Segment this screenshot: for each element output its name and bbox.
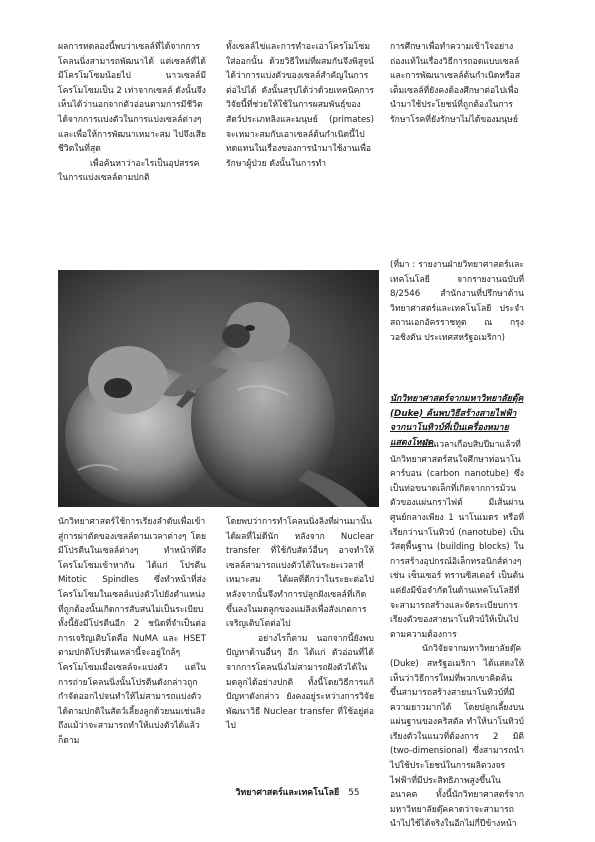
page-number: 55 (348, 788, 360, 798)
column-1-bottom-paragraph-1: นักวิทยาศาสตร์ใช้การเรียงลำดับเพื่อเข้าสู่การผ่าตัดของเซลล์ตามเวลาต่างๆ โดยมีโปรตีนในเซลล์ต่างๆ ทำหน้าที่ดึงโครโมโซมเข้าหากัน ได้แก่ โปรตีน Mitotic Spindles ซึ่งทำหน้าที่ส่งโครโมโซมในเซลล์แบ่งตัวไปยังตำแหน่งที่ถูกต้องนั้นเกิดการสับสนไม่เป็นระเบียบ ทั้งนี้ยังมีโปรตีนอีก 2 ชนิดที่จำเป็นต่อการเจริญเติบโตคือ NuMA และ HSET ตามปกติโปรตีนเหล่านี้จะอยู่ใกล้ๆ โครโมโซมเมื่อเซลล์จะแบ่งตัว แต่ในการถ่ายโคลนนิ่งนั้นโปรตีนดังกล่าวถูกกำจัดออกไปจนทำให้ไม่สามารถแบ่งตัวได้ตามปกติในสัตว์เลี้ยงลูกด้วยนมเช่นลิงถึงแม้ว่าจะสามารถทำให้แบ่งตัวได้แล้วก็ตาม (58, 517, 206, 746)
column-2-bottom (226, 515, 374, 773)
magazine-title: วิทยาศาสตร์และเทคโนโลยี (235, 788, 340, 798)
source-caption: (ที่มา : รายงานฝ่ายวิทยาศาสตร์และเทคโนโลยี จากรายงานฉบับที่ 8/2546 สำนักงานที่ปรึกษาด้านวิทยาศาสตร์และเทคโนโลยี ประจำสถานเอกอัครราชทูต ณ กรุงวอชิงตัน ประเทศสหรัฐอเมริกา) (390, 260, 524, 343)
column-1-top (58, 40, 206, 260)
column-2-top (226, 40, 374, 260)
article-subheading: นักวิทยาศาสตร์จากมหาวิทยาลัยดุ๊ค (Duke) ค้นพบวิธีสร้างสายไฟฟ้าจากนาโนทิวบ์ที่เป็นเครื่องหมายแสดงโหมด (390, 394, 524, 448)
column-2-bottom-paragraph-2: อย่างไรก็ตาม นอกจากนี้ยังพบปัญหาด้านอื่นๆ อีก ได้แก่ ตัวอ่อนที่ได้จากการโคลนนิ่งไม่สามารถฝังตัวได้ในมดลูกได้อย่างปกติ ทั้งนี้โดยวิธีการแก้ปัญหาดังกล่าว ยังคงอยู่ระหว่างการวิจัยพัฒนาวิธี Nuclear transfer ที่ใช้อยู่ต่อไป (226, 633, 374, 732)
column-3-bottom (390, 438, 524, 830)
column-1-bottom (58, 515, 206, 773)
column-2-top-paragraph-1: ทั้งเซลล์ไข่และการทำอะเอาโครโมโซมใส่ออกนั้น ด้วยวิธีใหม่ที่ผสมกันจึงพิสูจน์ได้ว่าการแบ่งตัวของเซลล์สำคัญในการต่อไปได้ ดังนั้นสรุปได้ว่าด้วยเทคนิคการวิจัยนี้ที่ช่วยให้ใช้ในการผสมพันธุ์ของสัตว์ประเภทลิงและมนุษย์ (primates) จะเหมาะสมกับเอาเซลล์ต้นกำเนิดนี้ไปทดแทนในเรื่องของการนำมาใช้งานเพื่อรักษาผู้ป่วย ดังนั้นในการทำ (226, 42, 374, 169)
page-footer (0, 785, 595, 799)
column-3-top (390, 40, 524, 245)
column-3-bottom-paragraph-1: เป็นเวลาเกือบสิบปีมาแล้วที่นักวิทยาศาสตร์สนใจศึกษาท่อนาโนคาร์บอน (carbon nanotube) ซึ่งเป็นท่อขนาดเล็กที่เกิดจากการม้วนตัวของแผ่นกราไฟต์ มีเส้นผ่านศูนย์กลางเพียง 1 นาโนเมตร หรือที่เรียกว่านาโนทิวบ์ (nanotube) เป็นวัสดุพื้นฐาน (building blocks) ในการสร้างอุปกรณ์อิเล็กทรอนิกส์ต่างๆ เช่น เซ็นเซอร์ ทรานซิสเตอร์ เป็นต้น แต่ยังมีข้อจำกัดในด้านเทคโนโลยีที่จะสามารถสร้างและจัดระเบียบการเรียงตัวของสายนาโนทิวบ์ให้เป็นไปตามความต้องการ (390, 440, 524, 640)
column-1-top-paragraph-1: ผลการทดลองนี้พบว่าเซลล์ที่ได้จากการโคลนนิ่งสามารถพัฒนาได้ แต่เซลล์ที่ได้มีโครโมโซมน้อยไป นาวเซลล์มีโครโมโซมเป็น 2 เท่าจากเซลล์ ดังนั้นจึงเห็นได้ว่านอกจากตัวอ่อนตามการมีชีวิตได้จากการแบ่งตัวในการแบ่งเซลล์ต่างๆ และเพื่อให้การพัฒนาเหมาะสม ไปจึงเสียชีวิตในที่สุด (58, 42, 206, 155)
photo-image (58, 270, 379, 507)
column-2-bottom-paragraph-1: โดยพบว่าการทำโคลนนิ่งลิงที่ผ่านมานั้นได้ผลที่ไม่ดีนัก หลังจาก Nuclear transfer ที่ใช้กับสัตว์อื่นๆ อาจทำให้เซลล์สามารถแบ่งตัวได้ในระยะเวลาที่เหมาะสม ได้ผลที่ดีกว่าในระยะต่อไป หลังจากนั้นจึงทำการปลูกฝังเซลล์ที่เกิดขึ้นลงในมดลูกของแม่ลิงเพื่อสังเกตการเจริญเติบโตต่อไป (226, 517, 374, 630)
column-1-top-paragraph-2: เพื่อค้นหาว่าอะไรเป็นอุปสรรคในการแบ่งเซลล์ตามปกติ (58, 158, 200, 184)
column-3-top-paragraph-1: การศึกษาเพื่อทำความเข้าใจอย่างถ่องแท้ในเรื่องวิธีการถอดแบบเซลล์ และการพัฒนาเซลล์ต้นกำเนิดหรือสเต็มเซลล์ที่ยังคงต้องศึกษาต่อไปเพื่อนำมาใช้ประโยชน์ที่ถูกต้องในการรักษาโรคที่ยังรักษาไม่ได้ของมนุษย์ (390, 42, 521, 125)
column-3-bottom-paragraph-2: นักวิจัยจากมหาวิทยาลัยดุ๊ค (Duke) สหรัฐอเมริกา ได้แสดงให้เห็นว่าวิธีการใหม่ที่พวกเขาคิดค้นขึ้นสามารถสร้างสายนาโนทิวบ์ที่มีความยาวมากได้ โดยปลูกเลี้ยงบนแผ่นฐานของคริสตัล ทำให้นาโนทิวบ์เรียงตัวในแนวที่ต้องการ 2 มิติ (two-dimensional) ซึ่งสามารถนำไปใช้ประโยชน์ในการผลิตวงจรไฟฟ้าที่มีประสิทธิภาพสูงขึ้นในอนาคต ทั้งนี้นักวิทยาศาสตร์จากมหาวิทยาลัยดุ๊คคาดว่าจะสามารถนำไปใช้ได้จริงในอีกไม่กี่ปีข้างหน้า (390, 644, 524, 830)
monkeys-grooming-photo (58, 270, 379, 507)
